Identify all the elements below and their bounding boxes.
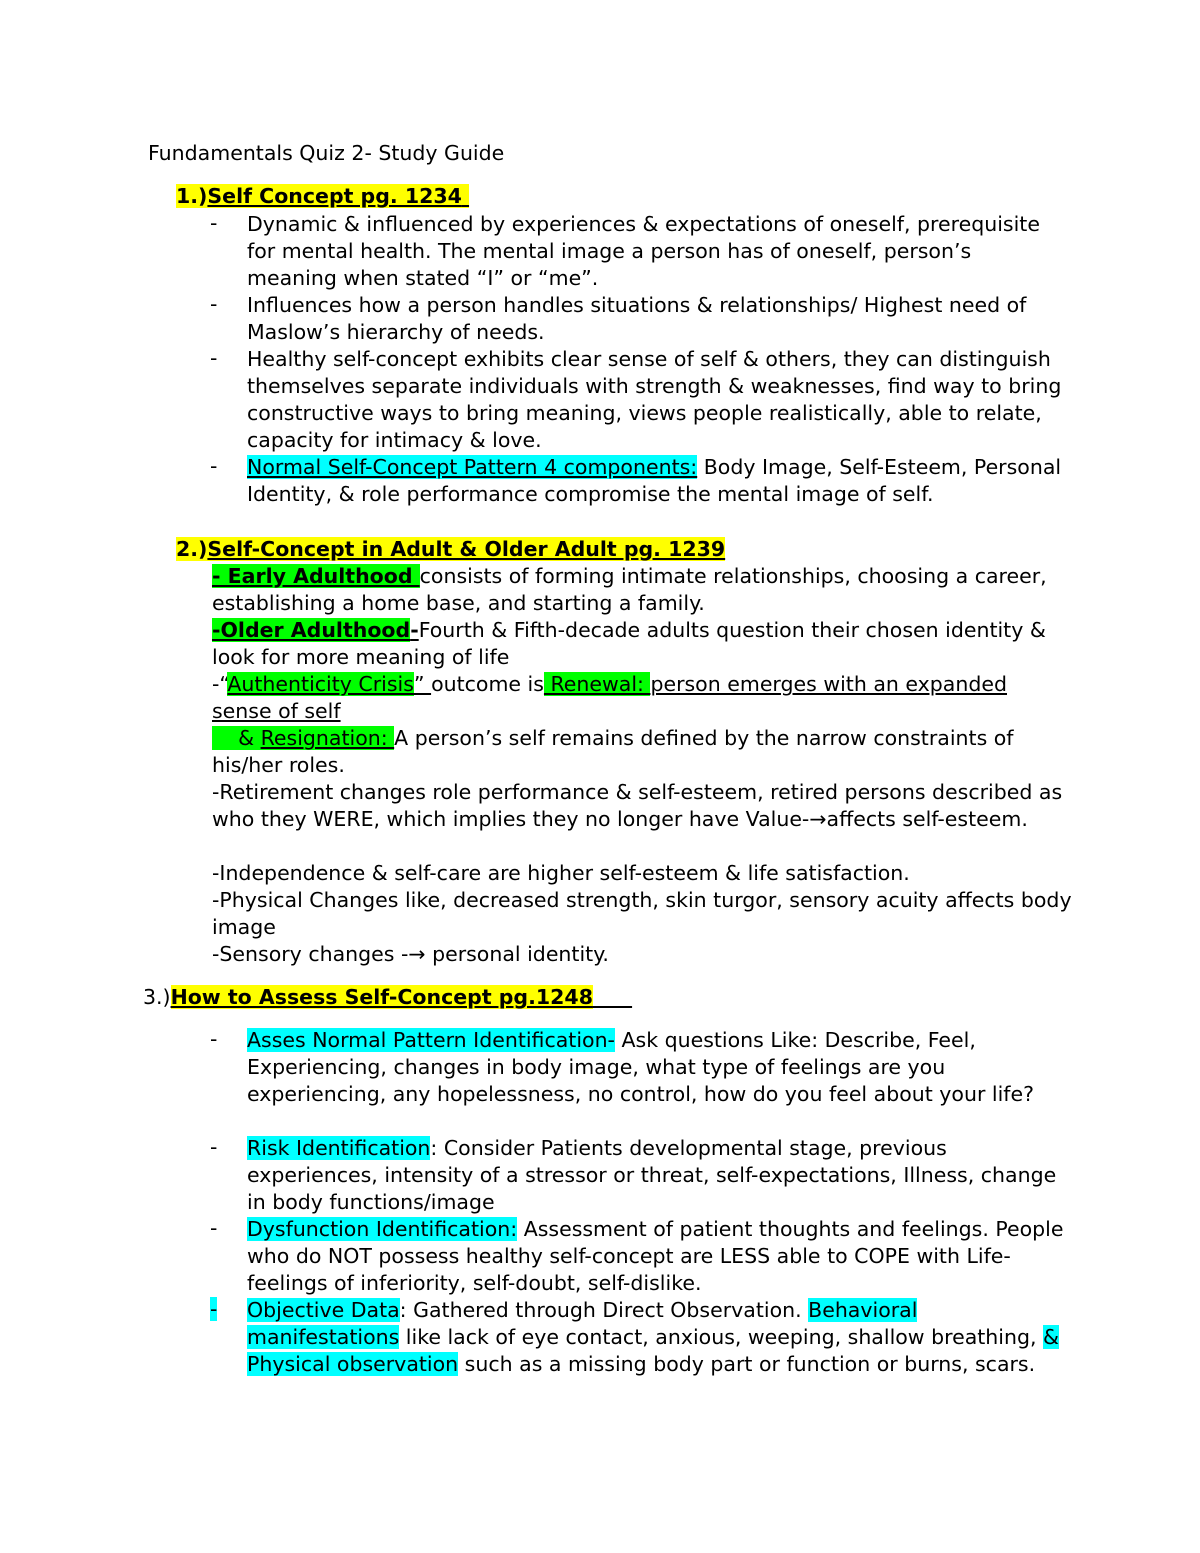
resignation: & Resignation: A person’s self remains defined by the narrow constraints of his/her roles. — [212, 726, 1014, 777]
resignation-label: Resignation: — [260, 726, 395, 750]
s3-item-4: Objective Data: Gathered through Direct Observation. Behavioral manifestations like lack of eye contact, anxious, weeping, shallow breathing, & Physical observation such as a missing body part or function or burns, scars. — [247, 1298, 1060, 1376]
bullet-dash: - — [210, 211, 218, 235]
arrow-icon: → — [408, 942, 426, 966]
s1-bullet-3: Healthy self-concept exhibits clear sense of self & others, they can distinguish themselves separate individuals with strength & weaknesses, find way to bring constructive ways to bring meaning, views people realistically, able to relate, capacity for intimacy & love. — [247, 347, 1062, 452]
sensory-changes: -Sensory changes -→ personal identity. — [212, 942, 609, 966]
independence: -Independence & self-care are higher self-esteem & life satisfaction. — [212, 861, 910, 885]
s1-bullet-1: Dynamic & influenced by experiences & expectations of oneself, prerequisite for mental health. The mental image a person has of oneself, person’s meaning when stated “I” or “me”. — [247, 212, 1040, 290]
s3-item-3: Dysfunction Identification: Assessment of patient thoughts and feelings. People who do NOT possess healthy self-concept are LESS able to COPE with Life-feelings of inferiority, self-doubt, self-dislike. — [247, 1217, 1064, 1295]
arrow-icon: → — [809, 807, 827, 831]
section-3-heading: 3.)How to Assess Self-Concept pg.1248 — [143, 985, 593, 1009]
authenticity-crisis-label: Authenticity Crisis — [227, 672, 414, 696]
retirement: -Retirement changes role performance & self-esteem, retired persons described as who they WERE, which implies they no longer have Value-→affects self-esteem. — [212, 780, 1063, 831]
section-2-heading: 2.)Self-Concept in Adult & Older Adult pg. 1239 — [176, 537, 726, 561]
bullet-dash: - — [210, 1135, 218, 1159]
behavioral-manifestations-label: Behavioral manifestations — [247, 1298, 918, 1349]
s1-bullet-2: Influences how a person handles situations & relationships/ Highest need of Maslow’s hierarchy of needs. — [247, 293, 1027, 344]
s3-item-1: Asses Normal Pattern Identification- Ask questions Like: Describe, Feel, Experiencing, changes in body image, what type of feelings are you experiencing, any hopelessness, no control, how do you feel about your life? — [247, 1028, 1035, 1106]
older-adulthood-label: -Older Adulthood — [212, 618, 411, 642]
assess-normal-label: Asses Normal Pattern Identification- — [247, 1028, 615, 1052]
objective-data-label: Objective Data — [247, 1298, 400, 1322]
dysfunction-identification-label: Dysfunction Identification: — [247, 1217, 518, 1241]
normal-pattern-label: Normal Self-Concept Pattern 4 components: — [247, 455, 698, 479]
bullet-dash: - — [210, 1297, 218, 1321]
bullet-dash: - — [210, 454, 218, 478]
s1-bullet-4: Normal Self-Concept Pattern 4 components: Body Image, Self-Esteem, Personal Identity, & role performance compromise the mental image of self. — [247, 455, 1062, 506]
physical-observation-label: & Physical observation — [247, 1325, 1060, 1376]
bullet-dash: - — [210, 292, 218, 316]
bullet-dash: - — [210, 1216, 218, 1240]
section-3-title: How to Assess Self-Concept pg.1248 — [170, 985, 593, 1009]
bullet-dash: - — [210, 346, 218, 370]
early-adulthood: - Early Adulthood consists of forming intimate relationships, choosing a career, establishing a home base, and starting a family. — [212, 564, 1047, 615]
older-adulthood: -Older Adulthood-Fourth & Fifth-decade adults question their chosen identity & look for more meaning of life — [212, 618, 1046, 669]
section-1-heading: 1.)Self Concept pg. 1234 — [176, 183, 469, 210]
renewal-label: Renewal: — [543, 672, 651, 696]
early-adulthood-label: - Early Adulthood — [212, 564, 420, 588]
document-title: Fundamentals Quiz 2- Study Guide — [148, 141, 505, 165]
physical-changes: -Physical Changes like, decreased strength, skin turgor, sensory acuity affects body image — [212, 888, 1072, 939]
risk-identification-label: Risk Identification — [247, 1136, 431, 1160]
section-1-title: Self Concept pg. 1234 — [207, 184, 462, 208]
section-2-title: Self-Concept in Adult & Older Adult pg. 1239 — [207, 537, 726, 561]
bullet-dash: - — [210, 1027, 218, 1051]
authenticity-crisis: -“Authenticity Crisis” outcome is Renewal: person emerges with an expanded sense of self — [212, 672, 1007, 723]
s3-item-2: Risk Identification: Consider Patients developmental stage, previous experiences, intensity of a stressor or threat, self-expectations, Illness, change in body functions/image — [247, 1136, 1057, 1214]
